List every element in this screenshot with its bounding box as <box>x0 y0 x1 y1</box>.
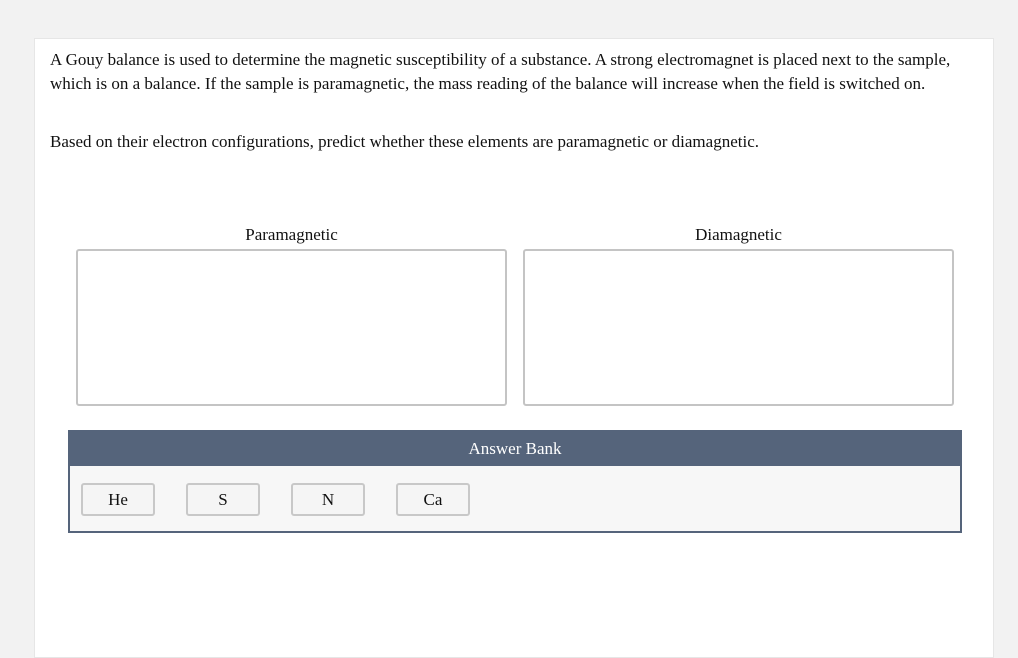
question-prompt: A Gouy balance is used to determine the magnetic susceptibility of a substance. A strong electromagnet is placed next to the sample, which is on a balance. If the sample is paramagnetic, the mass reading of the balance will increase when the field is switched on. <box>50 50 951 93</box>
question-card <box>34 38 994 658</box>
paramagnetic-bin-label: Paramagnetic <box>245 225 338 244</box>
answer-tile-n[interactable]: N <box>291 483 365 516</box>
diamagnetic-bin-label: Diamagnetic <box>695 225 782 244</box>
question-instruction: Based on their electron configurations, predict whether these elements are paramagnetic or diamagnetic. <box>50 132 759 151</box>
diamagnetic-drop-zone[interactable] <box>523 249 954 406</box>
answer-tile-he[interactable]: He <box>81 483 155 516</box>
paramagnetic-drop-zone[interactable] <box>76 249 507 406</box>
answer-bank <box>68 430 962 533</box>
answer-tile-ca[interactable]: Ca <box>396 483 470 516</box>
answer-bank-title: Answer Bank <box>70 432 960 466</box>
answer-tile-s[interactable]: S <box>186 483 260 516</box>
